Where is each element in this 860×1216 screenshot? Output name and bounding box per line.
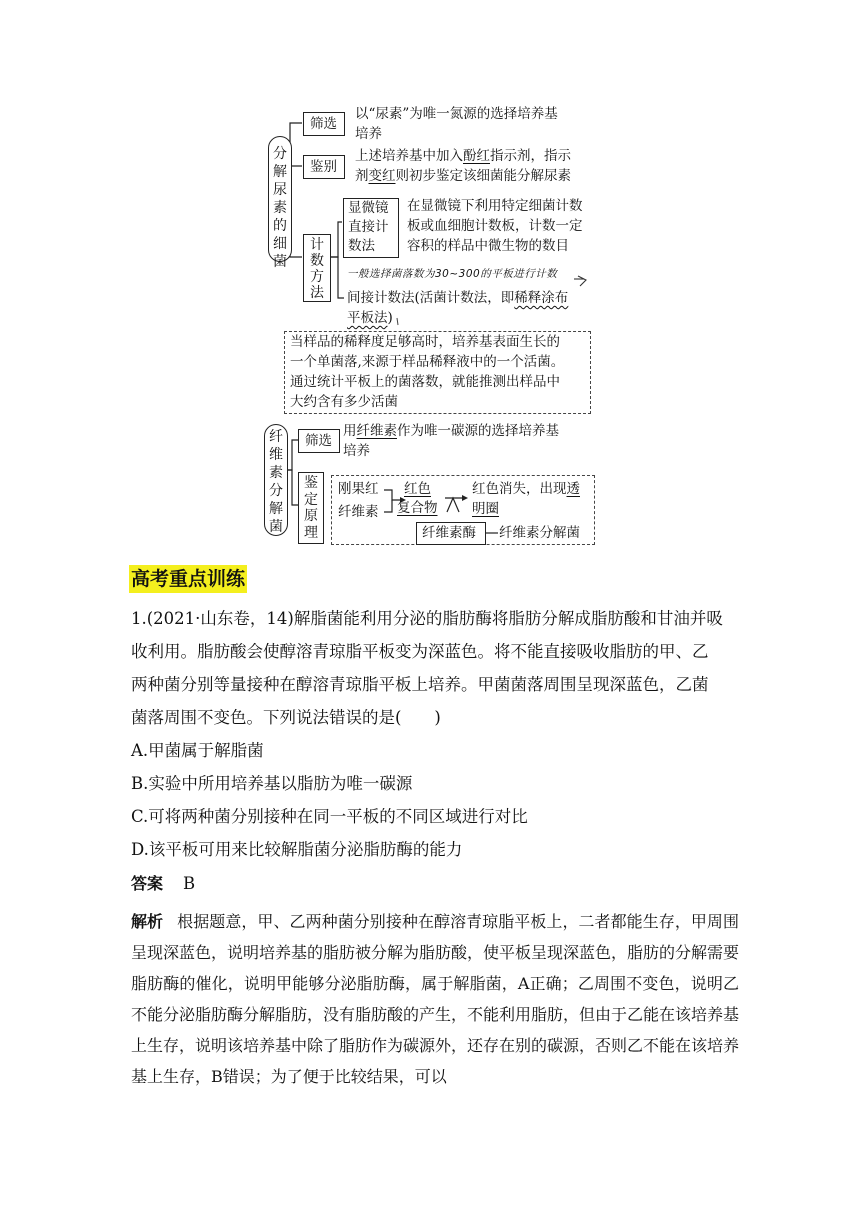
direct-count-box bbox=[343, 198, 399, 258]
question-stem-line-4: 菌落周围不变色。下列说法错误的是( ) bbox=[131, 708, 441, 727]
option-d: D.该平板可用来比较解脂菌分泌脂肪酶的能力 bbox=[131, 840, 463, 859]
direct-count-text-3: 容积的样品中微生物的数目 bbox=[407, 238, 569, 254]
cellulose-screen-box bbox=[298, 429, 340, 453]
handwritten-note: 一般选择菌落数为30~300的平板进行计数 bbox=[347, 268, 558, 280]
principle-box bbox=[298, 472, 324, 544]
cellulose-root-label: 纤维素分解菌 bbox=[269, 429, 283, 535]
cellulose-text: 纤维素 bbox=[338, 504, 379, 520]
urea-root-label: 分解尿素的细菌 bbox=[273, 146, 287, 270]
dilution-note-box bbox=[284, 331, 591, 414]
direct-count-label: 显微镜直接计数法 bbox=[348, 200, 389, 254]
dilution-note-line-1: 当样品的稀释度足够高时，培养基表面生长的 bbox=[290, 334, 560, 350]
urea-root-box bbox=[268, 136, 292, 270]
red-complex-line-1: 红色 bbox=[404, 481, 431, 497]
cellulose-screen-label: 筛选 bbox=[305, 433, 332, 449]
urea-identify-text-1: 上述培养基中加入酚红指示剂，指示 bbox=[355, 148, 571, 164]
question-stem-line-3: 两种菌分别等量接种在醇溶青琼脂平板上培养。甲菌菌落周围呈现深蓝色，乙菌 bbox=[131, 675, 709, 694]
direct-count-text-1: 在显微镜下利用特定细菌计数 bbox=[407, 198, 583, 214]
urea-count-label: 计数方法 bbox=[310, 237, 324, 301]
answer-row bbox=[131, 871, 195, 897]
section-title: 高考重点训练 bbox=[129, 565, 247, 593]
cellulose-bacteria-text: 纤维素分解菌 bbox=[499, 525, 580, 541]
analysis-label: 解析 bbox=[131, 912, 164, 931]
analysis-paragraph bbox=[131, 906, 739, 1092]
urea-screen-box bbox=[303, 112, 345, 136]
question-stem-line-2: 收利用。脂肪酸会使醇溶青琼脂平板变为深蓝色。将不能直接吸收脂肪的甲、乙 bbox=[131, 642, 709, 661]
congo-red-text: 刚果红 bbox=[338, 481, 379, 497]
enzyme-box bbox=[416, 522, 486, 545]
urea-identify-box bbox=[303, 155, 345, 179]
answer-value: B bbox=[183, 874, 196, 893]
urea-identify-text-2: 剂变红则初步鉴定该细菌能分解尿素 bbox=[355, 168, 571, 184]
urea-identify-label: 鉴别 bbox=[310, 159, 337, 175]
indirect-count-text-1: 间接计数法(活菌计数法，即稀释涂布 bbox=[347, 290, 569, 306]
option-b: B.实验中所用培养基以脂肪为唯一碳源 bbox=[131, 774, 413, 793]
urea-screen-text-1: 以“尿素”为唯一氮源的选择培养基 bbox=[355, 106, 558, 122]
urea-screen-label: 筛选 bbox=[310, 116, 337, 132]
analysis-text: 根据题意，甲、乙两种菌分别接种在醇溶青琼脂平板上，二者都能生存，甲周围呈现深蓝色，说明培养基的脂肪被分解为脂肪酸，使平板呈现深蓝色，脂肪的分解需要脂肪酶的催化，说明甲能够分泌脂肪酶，属于解脂菌，A正确；乙周围不变色，说明乙不能分泌脂肪酶分解脂肪，没有脂肪酸的产生，不能利用脂肪，但由于乙能在该培养基上生存，说明该培养基中除了脂肪作为碳源外，还存在别的碳源，否则乙不能在该培养基上生存，B错误；为了便于比较结果，可以 bbox=[131, 912, 740, 1086]
result-line-1: 红色消失，出现透 bbox=[472, 481, 580, 497]
indirect-count-text-2: 平板法) bbox=[347, 310, 393, 326]
option-a: A.甲菌属于解脂菌 bbox=[131, 741, 264, 760]
red-complex-line-2: 复合物 bbox=[397, 500, 438, 516]
cellulose-screen-text-2: 培养 bbox=[343, 443, 370, 459]
dilution-note-line-4: 大约含有多少活菌 bbox=[290, 394, 398, 410]
question-stem-line-1: 1.(2021·山东卷，14)解脂菌能利用分泌的脂肪酶将脂肪分解成脂肪酸和甘油并吸 bbox=[131, 609, 723, 628]
answer-label: 答案 bbox=[131, 874, 164, 893]
urea-screen-text-2: 培养 bbox=[355, 126, 382, 142]
principle-label: 鉴定原理 bbox=[304, 475, 318, 541]
cellulose-root-box bbox=[264, 424, 288, 536]
cellulose-screen-text-1: 用纤维素作为唯一碳源的选择培养基 bbox=[343, 423, 559, 439]
dilution-note-line-2: 一个单菌落,来源于样品稀释液中的一个活菌。 bbox=[290, 354, 565, 370]
option-c: C.可将两种菌分别接种在同一平板的不同区域进行对比 bbox=[131, 807, 528, 826]
enzyme-label: 纤维素酶 bbox=[422, 525, 476, 541]
result-line-2: 明圈 bbox=[472, 501, 499, 517]
direct-count-text-2: 板或血细胞计数板，计数一定 bbox=[407, 218, 583, 234]
urea-count-box bbox=[303, 234, 331, 302]
dilution-note-line-3: 通过统计平板上的菌落数，就能推测出样品中 bbox=[290, 374, 560, 390]
